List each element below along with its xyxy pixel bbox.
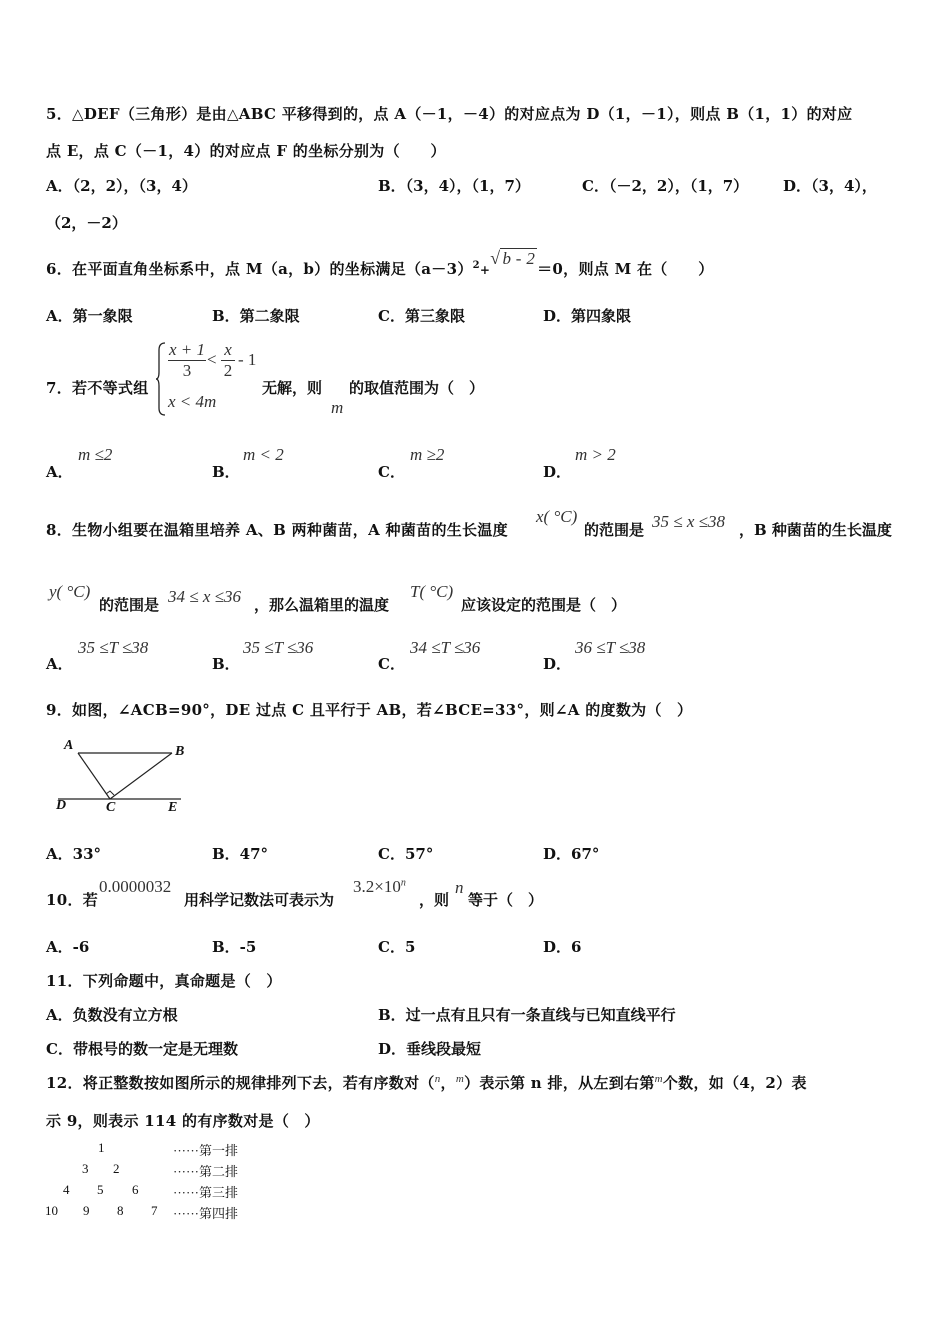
q5-option-a: A．（2，2），（3，4） — [46, 177, 197, 195]
q6-sqrt-expression: b - 2 — [502, 249, 536, 268]
q7-option-c-label: C． — [378, 463, 405, 481]
q7-option-b-math: m < 2 — [243, 445, 284, 464]
q9-option-d: D．67° — [543, 845, 600, 863]
q10-sci-base: 3.2×10 — [353, 877, 401, 896]
q9-label-c: C — [106, 800, 116, 815]
q8-text2: 的范围是 — [584, 521, 645, 539]
q12-comma: ， — [440, 1074, 456, 1092]
q6-text-pre: 6．在平面直角坐标系中，点 M（a，b）的坐标满足（a－3） — [46, 260, 473, 278]
q7-less-than: < — [207, 350, 217, 369]
q9-label-a: A — [64, 738, 74, 753]
pyramid-row2-num1: 3 — [82, 1161, 89, 1176]
pyramid-row4-label: ······第四排 — [173, 1206, 238, 1221]
pyramid-row2-num2: 2 — [113, 1161, 120, 1176]
line-ac — [78, 753, 110, 799]
q11-option-b: B．过一点有且只有一条直线与已知直线平行 — [378, 1006, 676, 1024]
q7-option-a-math: m ≤2 — [78, 445, 113, 464]
q8-option-b-label: B． — [212, 655, 240, 673]
q7-minus-one: - 1 — [238, 350, 257, 369]
q10-option-b: B．-5 — [212, 938, 257, 956]
q12-line1-end: 个数，如（4，2）表 — [662, 1074, 807, 1092]
q6-superscript: 2 — [472, 260, 480, 271]
q10-option-a: A．-6 — [46, 938, 90, 956]
q9-option-a: A．33° — [46, 845, 102, 863]
q9-option-c: C．57° — [378, 845, 434, 863]
q7-frac2-denominator: 2 — [223, 361, 233, 380]
q7-option-d-label: D． — [543, 463, 572, 481]
q6-sqrt — [490, 248, 537, 269]
q7-option-c-math: m ≥2 — [410, 445, 445, 464]
pyramid-row1-label: ······第一排 — [173, 1143, 238, 1158]
pyramid-row1-num1: 1 — [98, 1140, 105, 1155]
q10-option-c: C．5 — [378, 938, 416, 956]
q9-option-b: B．47° — [212, 845, 269, 863]
pyramid-row4-num3: 8 — [117, 1203, 124, 1218]
q8-option-c-math: 34 ≤T ≤36 — [410, 638, 481, 657]
q10-n-symbol: n — [455, 878, 464, 897]
q7-prefix: 7．若不等式组 — [46, 379, 149, 397]
q12-line1-pre: 12．将正整数按如图所示的规律排列下去，若有序数对（ — [46, 1074, 435, 1092]
q8-option-a-label: A． — [46, 655, 73, 673]
q7-m-symbol: m — [331, 398, 344, 417]
q7-option-b-label: B． — [212, 463, 240, 481]
q10-sci-exponent: n — [400, 877, 406, 889]
q12-n-symbol: n — [434, 1073, 441, 1085]
pyramid-row4-num4: 7 — [151, 1203, 158, 1218]
q7-frac2-numerator: x — [221, 340, 235, 361]
q12-number-pyramid — [40, 1138, 250, 1224]
q6-option-a: A．第一象限 — [46, 307, 133, 325]
q8-x-symbol: x( °C) — [536, 507, 578, 526]
q8-y-symbol: y( °C) — [49, 582, 91, 601]
q8-option-d-label: D． — [543, 655, 572, 673]
q10-post2: 等于（ ） — [468, 891, 544, 909]
q7-frac1 — [168, 340, 206, 381]
q11-question: 11．下列命题中，真命题是（ ） — [46, 972, 282, 990]
q9-label-d: D — [56, 798, 67, 813]
q6-option-b: B．第二象限 — [212, 307, 300, 325]
q9-question: 9．如图，∠ACB=90°，DE 过点 C 且平行于 AB，若∠BCE=33°，则∠A 的度数为（ ） — [46, 701, 693, 719]
q9-label-b: B — [175, 744, 185, 759]
q10-post1: ，则 — [419, 891, 450, 909]
q12-line1 — [46, 1072, 807, 1093]
q7-frac1-numerator: x + 1 — [168, 340, 206, 359]
q12-m-symbol-2: m — [654, 1073, 663, 1085]
q7-inequality-system — [155, 340, 265, 418]
q6-plus: + — [479, 263, 491, 277]
q7-suffix2: 的取值范围为（ ） — [349, 379, 485, 397]
q10-number: 0.0000032 — [99, 877, 172, 896]
q9-figure — [50, 738, 195, 820]
pyramid-row2-label: ······第二排 — [173, 1164, 238, 1179]
q12-line2: 示 9，则表示 114 的有序数对是（ ） — [46, 1112, 320, 1130]
q10-sci-notation — [353, 877, 406, 897]
q7-option-d-math: m > 2 — [575, 445, 616, 464]
pyramid-row4-num2: 9 — [83, 1203, 90, 1218]
q6-question — [46, 248, 714, 279]
q8-t-symbol: T( °C) — [410, 582, 454, 601]
q8-x-range: 35 ≤ x ≤38 — [652, 512, 725, 531]
q8-text3: ，B 种菌苗的生长温度 — [739, 521, 892, 539]
line-bc — [110, 753, 172, 799]
q11-option-d: D．垂线段最短 — [378, 1040, 482, 1058]
pyramid-row3-label: ······第三排 — [173, 1185, 238, 1200]
q5-option-d-continued: （2，－2） — [46, 214, 127, 232]
q5-option-b: B．（3，4），（1，7） — [378, 177, 530, 195]
q8-option-d-math: 36 ≤T ≤38 — [575, 638, 646, 657]
q5-line1: 5．△DEF（三角形）是由△ABC 平移得到的，点 A（－1，－4）的对应点为 D（1，－1），则点 B（1，1）的对应 — [46, 105, 853, 123]
q9-label-e: E — [168, 800, 178, 815]
q7-option-a-label: A． — [46, 463, 73, 481]
q10-mid: 用科学记数法可表示为 — [184, 891, 335, 909]
q7-eq2: x < 4m — [168, 392, 217, 411]
pyramid-row3-num3: 6 — [132, 1182, 139, 1197]
left-brace-icon — [155, 342, 167, 416]
q7-suffix1: 无解，则 — [262, 379, 323, 397]
q11-option-a: A．负数没有立方根 — [46, 1006, 178, 1024]
pyramid-row4-num1: 10 — [45, 1203, 58, 1218]
sqrt-sign-icon: √ — [490, 248, 501, 268]
q10-option-d: D．6 — [543, 938, 582, 956]
q8-y-range: 34 ≤ x ≤36 — [168, 587, 241, 606]
q8-text5: ，那么温箱里的温度 — [254, 596, 390, 614]
q5-line2: 点 E，点 C（－1，4）的对应点 F 的坐标分别为（ ） — [46, 142, 446, 160]
q8-text1: 8．生物小组要在温箱里培养 A、B 两种菌苗，A 种菌苗的生长温度 — [46, 521, 508, 539]
q11-option-c: C．带根号的数一定是无理数 — [46, 1040, 238, 1058]
q12-line1-post: ）表示第 n 排，从左到右第 — [464, 1074, 655, 1092]
pyramid-row3-num2: 5 — [97, 1182, 104, 1197]
q6-option-c: C．第三象限 — [378, 307, 465, 325]
q8-text6: 应该设定的范围是（ ） — [461, 596, 627, 614]
q8-option-b-math: 35 ≤T ≤36 — [243, 638, 314, 657]
q8-option-c-label: C． — [378, 655, 405, 673]
q10-prefix: 10．若 — [46, 891, 99, 909]
q7-frac2 — [221, 340, 235, 381]
q8-text4: 的范围是 — [99, 596, 160, 614]
q12-m-symbol: m — [455, 1073, 465, 1085]
q5-option-c: C．（－2，2），（1，7） — [582, 177, 749, 195]
q6-option-d: D．第四象限 — [543, 307, 632, 325]
q5-option-d: D．（3，4）， — [783, 177, 877, 195]
q6-text-post: ＝0，则点 M 在（ ） — [537, 260, 714, 278]
q7-frac1-denominator: 3 — [182, 361, 192, 380]
pyramid-row3-num1: 4 — [63, 1182, 70, 1197]
q8-option-a-math: 35 ≤T ≤38 — [78, 638, 149, 657]
